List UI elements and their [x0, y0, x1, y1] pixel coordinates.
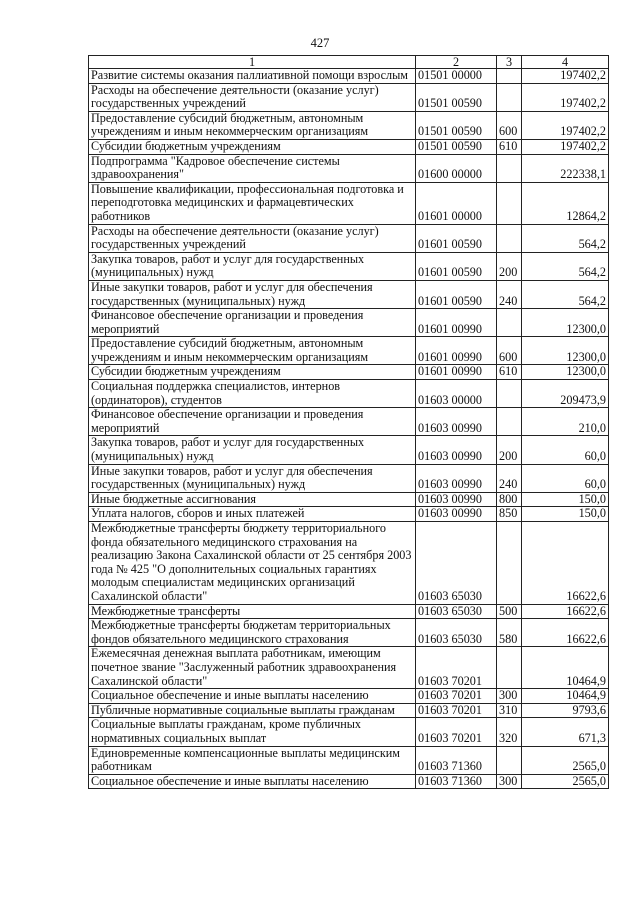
row-name: Финансовое обеспечение организации и проведения мероприятий: [89, 309, 416, 337]
row-amount: 564,2: [522, 280, 609, 308]
row-name: Финансовое обеспечение организации и проведения мероприятий: [89, 408, 416, 436]
header-row: [89, 56, 609, 69]
table-row: [89, 464, 609, 492]
row-code: 01603 65030: [416, 604, 497, 619]
row-type: 300: [497, 774, 522, 789]
table-row: [89, 774, 609, 789]
row-amount: 197402,2: [522, 139, 609, 154]
row-name: Межбюджетные трансферты бюджетам территориальных фондов обязательного медицинского страхования: [89, 619, 416, 647]
row-amount: 197402,2: [522, 69, 609, 84]
row-name: Социальное обеспечение и иные выплаты населению: [89, 774, 416, 789]
row-code: 01601 00000: [416, 182, 497, 224]
table-row: [89, 280, 609, 308]
row-amount: 12300,0: [522, 337, 609, 365]
table-row: [89, 69, 609, 84]
row-amount: 150,0: [522, 507, 609, 522]
row-type: [497, 309, 522, 337]
table-row: [89, 309, 609, 337]
row-code: 01603 71360: [416, 774, 497, 789]
row-name: Социальные выплаты гражданам, кроме публичных нормативных социальных выплат: [89, 718, 416, 746]
row-code: 01603 00990: [416, 464, 497, 492]
row-amount: 564,2: [522, 224, 609, 252]
row-name: Предоставление субсидий бюджетным, автономным учреждениям и иным некоммерческим организациям: [89, 111, 416, 139]
row-type: 500: [497, 604, 522, 619]
row-name: Субсидии бюджетным учреждениям: [89, 139, 416, 154]
row-amount: 16622,6: [522, 619, 609, 647]
row-type: [497, 647, 522, 689]
row-amount: 197402,2: [522, 83, 609, 111]
row-type: 200: [497, 252, 522, 280]
row-type: 850: [497, 507, 522, 522]
table-row: [89, 252, 609, 280]
row-amount: 10464,9: [522, 689, 609, 704]
row-name: Публичные нормативные социальные выплаты гражданам: [89, 703, 416, 718]
row-type: [497, 408, 522, 436]
row-code: 01603 65030: [416, 522, 497, 605]
row-name: Закупка товаров, работ и услуг для государственных (муниципальных) нужд: [89, 252, 416, 280]
row-name: Социальная поддержка специалистов, интернов (ординаторов), студентов: [89, 380, 416, 408]
table-row: [89, 154, 609, 182]
row-amount: 10464,9: [522, 647, 609, 689]
table-row: [89, 619, 609, 647]
row-amount: 2565,0: [522, 746, 609, 774]
page-number: 427: [310, 36, 330, 50]
row-amount: 222338,1: [522, 154, 609, 182]
row-amount: 12864,2: [522, 182, 609, 224]
table-row: [89, 408, 609, 436]
table-row: [89, 689, 609, 704]
header-col-2: 2: [416, 56, 497, 69]
row-type: 600: [497, 111, 522, 139]
table-row: [89, 111, 609, 139]
row-code: 01601 00990: [416, 309, 497, 337]
table-row: [89, 522, 609, 605]
row-code: 01603 70201: [416, 718, 497, 746]
row-name: Предоставление субсидий бюджетным, автономным учреждениям и иным некоммерческим организациям: [89, 337, 416, 365]
row-type: 580: [497, 619, 522, 647]
row-amount: 150,0: [522, 492, 609, 507]
row-code: 01603 71360: [416, 746, 497, 774]
row-name: Единовременные компенсационные выплаты медицинским работникам: [89, 746, 416, 774]
row-name: Закупка товаров, работ и услуг для государственных (муниципальных) нужд: [89, 436, 416, 464]
table-row: [89, 647, 609, 689]
table-row: [89, 718, 609, 746]
header-col-3: 3: [497, 56, 522, 69]
row-code: 01603 00000: [416, 380, 497, 408]
table-row: [89, 139, 609, 154]
row-type: 600: [497, 337, 522, 365]
row-type: [497, 154, 522, 182]
table-row: [89, 337, 609, 365]
row-code: 01603 00990: [416, 436, 497, 464]
row-amount: 210,0: [522, 408, 609, 436]
row-amount: 9793,6: [522, 703, 609, 718]
row-type: 800: [497, 492, 522, 507]
row-type: [497, 83, 522, 111]
header-col-4: 4: [522, 56, 609, 69]
row-name: Расходы на обеспечение деятельности (оказание услуг) государственных учреждений: [89, 83, 416, 111]
row-code: 01603 00990: [416, 408, 497, 436]
row-amount: 209473,9: [522, 380, 609, 408]
table-row: [89, 703, 609, 718]
table-row: [89, 604, 609, 619]
row-type: 240: [497, 464, 522, 492]
row-type: [497, 746, 522, 774]
budget-table: [88, 55, 609, 789]
row-code: 01501 00000: [416, 69, 497, 84]
row-amount: 12300,0: [522, 309, 609, 337]
row-type: 300: [497, 689, 522, 704]
row-type: 200: [497, 436, 522, 464]
table-row: [89, 83, 609, 111]
row-name: Подпрограмма "Кадровое обеспечение системы здравоохранения": [89, 154, 416, 182]
row-code: 01603 70201: [416, 689, 497, 704]
row-code: 01601 00590: [416, 280, 497, 308]
row-code: 01600 00000: [416, 154, 497, 182]
row-type: [497, 224, 522, 252]
table-row: [89, 746, 609, 774]
row-code: 01601 00990: [416, 337, 497, 365]
row-amount: 16622,6: [522, 522, 609, 605]
row-name: Иные бюджетные ассигнования: [89, 492, 416, 507]
row-name: Межбюджетные трансферты: [89, 604, 416, 619]
row-code: 01601 00590: [416, 224, 497, 252]
row-name: Субсидии бюджетным учреждениям: [89, 365, 416, 380]
row-type: 610: [497, 365, 522, 380]
table-row: [89, 507, 609, 522]
row-type: [497, 380, 522, 408]
table-row: [89, 365, 609, 380]
table-row: [89, 224, 609, 252]
header-col-1: 1: [89, 56, 416, 69]
row-type: 610: [497, 139, 522, 154]
row-code: 01601 00590: [416, 252, 497, 280]
row-amount: 197402,2: [522, 111, 609, 139]
row-name: Повышение квалификации, профессиональная подготовка и переподготовка медицинских и фармацевтических работников: [89, 182, 416, 224]
row-code: 01501 00590: [416, 111, 497, 139]
row-type: [497, 182, 522, 224]
row-name: Расходы на обеспечение деятельности (оказание услуг) государственных учреждений: [89, 224, 416, 252]
table-row: [89, 380, 609, 408]
row-amount: 60,0: [522, 436, 609, 464]
row-name: Социальное обеспечение и иные выплаты населению: [89, 689, 416, 704]
row-type: 310: [497, 703, 522, 718]
row-code: 01603 00990: [416, 492, 497, 507]
row-code: 01603 70201: [416, 647, 497, 689]
row-amount: 12300,0: [522, 365, 609, 380]
row-code: 01501 00590: [416, 139, 497, 154]
row-amount: 16622,6: [522, 604, 609, 619]
row-code: 01603 00990: [416, 507, 497, 522]
row-amount: 60,0: [522, 464, 609, 492]
row-type: 320: [497, 718, 522, 746]
row-amount: 671,3: [522, 718, 609, 746]
table-row: [89, 436, 609, 464]
row-name: Иные закупки товаров, работ и услуг для обеспечения государственных (муниципальных) нужд: [89, 280, 416, 308]
row-type: [497, 522, 522, 605]
row-name: Уплата налогов, сборов и иных платежей: [89, 507, 416, 522]
row-type: [497, 69, 522, 84]
row-code: 01603 65030: [416, 619, 497, 647]
row-code: 01603 70201: [416, 703, 497, 718]
row-name: Иные закупки товаров, работ и услуг для обеспечения государственных (муниципальных) нужд: [89, 464, 416, 492]
table-row: [89, 182, 609, 224]
row-name: Ежемесячная денежная выплата работникам, имеющим почетное звание "Заслуженный работник здравоохранения Сахалинской области": [89, 647, 416, 689]
row-amount: 2565,0: [522, 774, 609, 789]
row-code: 01501 00590: [416, 83, 497, 111]
row-type: 240: [497, 280, 522, 308]
row-code: 01601 00990: [416, 365, 497, 380]
row-name: Межбюджетные трансферты бюджету территориального фонда обязательного медицинского страхования на реализацию Закона Сахалинской области от 25 сентября 2003 года № 425 "О дополнительных социальных гарантиях молодым специалистам медицинских организаций Сахалинской области": [89, 522, 416, 605]
row-name: Развитие системы оказания паллиативной помощи взрослым: [89, 69, 416, 84]
table-row: [89, 492, 609, 507]
row-amount: 564,2: [522, 252, 609, 280]
